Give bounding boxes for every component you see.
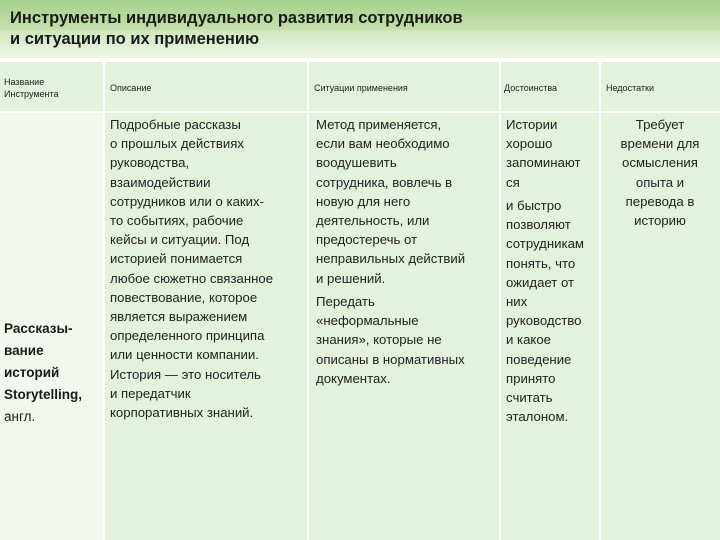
cell-situations — [308, 112, 500, 540]
advantages-text-2: и быстро позволяют сотрудникам понять, что ожидает от них руководство и какое поведение принято считать эталоном. — [506, 198, 584, 425]
cell-tool-name — [0, 112, 104, 540]
disadvantages-text: Требует времени для осмысления опыта и перевода в историю — [620, 117, 700, 229]
cell-disadvantages — [600, 112, 720, 540]
tool-name-line: Storytelling, — [4, 387, 83, 402]
description-text: Подробные рассказы о прошлых действиях руководства, взаимодействии сотрудников или о каких- то событиях, рабочие кейсы и ситуации. Под историей понимается любое сюжетно связанное повествование, которое является выражением определенного принципа или ценности компании. История — это носитель и передатчик корпоративных знаний. — [110, 117, 274, 421]
header-cell-description — [104, 62, 308, 112]
situations-text-2: Передать «неформальные знания», которые не описаны в нормативных документах. — [316, 294, 465, 386]
column-divider — [599, 62, 601, 540]
tool-name-line: Рассказы- — [4, 321, 73, 336]
advantages-text-1: Истории хорошо запоминают ся — [506, 117, 581, 190]
column-divider — [499, 62, 501, 540]
column-divider — [307, 62, 309, 540]
tool-name-line: англ. — [4, 409, 36, 424]
header-name: Название Инструмента — [4, 77, 59, 99]
tool-name — [4, 318, 82, 428]
row-divider — [0, 111, 720, 113]
cell-description — [104, 112, 308, 540]
situations-text-1: Метод применяется, если вам необходимо воодушевить сотрудника, вовлечь в новую для него деятельность, или предостеречь от неправильных действий и решений. — [316, 117, 466, 286]
cell-advantages — [500, 112, 600, 540]
header-advantages: Достоинства — [504, 83, 558, 93]
header-description: Описание — [110, 83, 152, 93]
header-situations: Ситуации применения — [314, 83, 408, 93]
column-divider — [103, 62, 105, 540]
tool-name-line: историй — [4, 365, 60, 380]
header-cell-name — [0, 62, 104, 112]
title-band — [0, 0, 720, 62]
tool-name-line: вание — [4, 343, 44, 358]
tools-table — [0, 62, 720, 540]
page-title: Инструменты индивидуального развития сотрудников и ситуации по их применению — [10, 9, 463, 48]
header-cell-situations — [308, 62, 500, 112]
header-disadvantages: Недостатки — [606, 83, 654, 93]
header-cell-advantages — [500, 62, 600, 112]
header-cell-disadvantages — [600, 62, 720, 112]
